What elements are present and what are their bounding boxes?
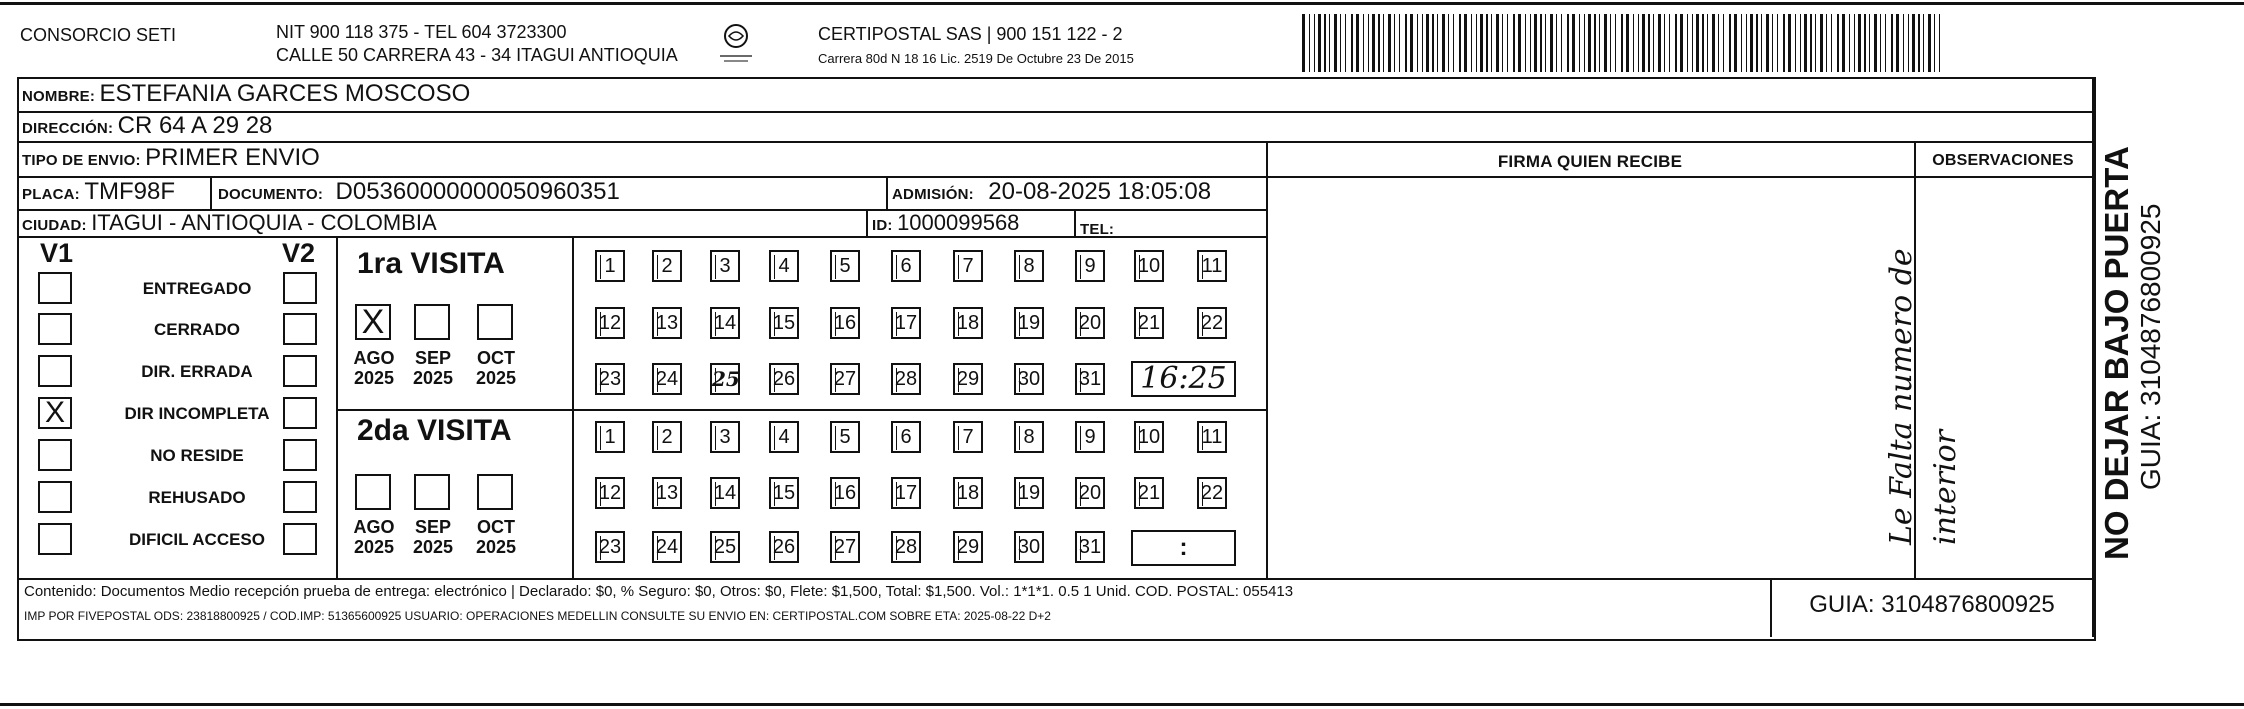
license-line: Carrera 80d N 18 16 Lic. 2519 De Octubre 23 De 2015 xyxy=(818,51,1134,66)
id-label: ID: xyxy=(872,217,893,234)
day-box[interactable]: 27 xyxy=(830,363,860,395)
barcode-bar xyxy=(1579,14,1580,72)
barcode-bar xyxy=(1394,14,1395,72)
nombre-field xyxy=(22,80,470,108)
barcode-bar xyxy=(1351,14,1353,72)
barcode-bar xyxy=(1815,14,1816,72)
month-year: 2025 xyxy=(353,368,395,388)
barcode-bar xyxy=(1766,14,1769,72)
barcode-bar xyxy=(1476,14,1477,72)
row-divider xyxy=(17,111,2094,113)
barcode-bar xyxy=(1459,14,1461,72)
barcode-bar xyxy=(1302,14,1305,72)
day-box[interactable]: 8 xyxy=(1014,250,1044,282)
barcode-bar xyxy=(1594,14,1596,72)
barcode-bar xyxy=(1540,14,1542,72)
row-divider xyxy=(1914,176,2094,178)
barcode-bar xyxy=(1707,14,1708,72)
visit1-title: 1ra VISITA xyxy=(357,247,505,280)
barcode-bar xyxy=(1896,14,1899,72)
barcode-bar xyxy=(1513,14,1515,72)
barcode-bar xyxy=(1746,14,1747,72)
month-name: OCT xyxy=(477,517,515,537)
day-box[interactable]: 9 xyxy=(1075,250,1105,282)
barcode-bar xyxy=(1561,14,1562,72)
side-guia: GUIA: 3104876800925 xyxy=(2135,203,2166,490)
day-box[interactable]: 20 xyxy=(1075,477,1105,509)
day-box[interactable]: 30 xyxy=(1014,531,1044,563)
month-name: OCT xyxy=(477,348,515,368)
barcode-bar xyxy=(1680,14,1683,72)
barcode-bar xyxy=(1464,14,1467,72)
day-box[interactable]: 8 xyxy=(1014,421,1044,453)
day-box[interactable]: 24 xyxy=(652,363,682,395)
day-box[interactable]: 17 xyxy=(891,477,921,509)
v2-checkbox[interactable] xyxy=(283,313,317,345)
imp-line: IMP POR FIVEPOSTAL ODS: 23818800925 / COD.IMP: 51365600925 USUARIO: OPERACIONES MEDELLIN CONSULTE SU ENVIO EN: CERTIPOSTAL.COM SOBRE ETA: 2025-08-22 D+2 xyxy=(24,609,1051,623)
barcode-bar xyxy=(1410,14,1413,72)
barcode-bar xyxy=(1702,14,1704,72)
v1-checkbox[interactable] xyxy=(38,439,72,471)
barcode-bar xyxy=(1712,14,1715,72)
barcode-bar xyxy=(1525,14,1526,72)
v2-checkbox[interactable] xyxy=(283,397,317,429)
day-box[interactable]: 16 xyxy=(830,307,860,339)
v1-checkbox[interactable] xyxy=(38,355,72,387)
barcode-bar xyxy=(1891,14,1893,72)
certipostal-line: CERTIPOSTAL SAS | 900 151 122 - 2 xyxy=(818,24,1123,44)
barcode-bar xyxy=(1761,14,1762,72)
status-label: CERRADO xyxy=(154,320,240,339)
v2-checkbox[interactable] xyxy=(283,439,317,471)
barcode-bar xyxy=(1626,14,1629,72)
barcode-bar xyxy=(1741,14,1742,72)
barcode-bar xyxy=(1599,14,1600,72)
month-checkbox[interactable] xyxy=(355,474,391,510)
barcode-bar xyxy=(1621,14,1623,72)
contenido-line: Contenido: Documentos Medio recepción prueba de entrega: electrónico | Declarado: $0, % Seguro: $0, Otros: $0, Flete: $1,500, Total: $1,500. Vol.: 1*1*1. 0.5 1 Unid. COD. POSTAL: 055413 xyxy=(24,583,1294,600)
day-box[interactable]: 5 xyxy=(830,250,860,282)
barcode-bar xyxy=(1345,14,1346,72)
day-box[interactable]: 2 xyxy=(652,421,682,453)
barcode-bar xyxy=(1692,14,1693,72)
v1-checkbox[interactable] xyxy=(38,481,72,513)
visit2-time-value: : xyxy=(1179,534,1188,561)
month-year: 2025 xyxy=(412,368,454,388)
day-box[interactable]: 19 xyxy=(1014,307,1044,339)
ciudad-field xyxy=(22,210,437,236)
barcode-bar xyxy=(1864,14,1866,72)
day-box[interactable]: 11 xyxy=(1197,421,1227,453)
direccion-value: CR 64 A 29 28 xyxy=(117,112,273,139)
barcode-bar xyxy=(1664,14,1665,72)
status-label: NO RESIDE xyxy=(150,446,244,465)
day-box[interactable]: 25 xyxy=(710,363,740,395)
day-box[interactable]: 5 xyxy=(830,421,860,453)
v1-label: V1 xyxy=(40,238,74,268)
barcode-bar xyxy=(1324,14,1326,72)
certipostal-logo xyxy=(716,20,756,68)
barcode-bar xyxy=(1934,14,1935,72)
barcode-bar xyxy=(1800,14,1801,72)
barcode-bar xyxy=(1507,14,1508,72)
ciudad-value: ITAGUI - ANTIOQUIA - COLOMBIA xyxy=(91,210,437,235)
bottom-rule xyxy=(0,703,2244,706)
day-box[interactable]: 27 xyxy=(830,531,860,563)
barcode-bar xyxy=(1687,14,1688,72)
month-year: 2025 xyxy=(475,537,517,557)
month-checkbox[interactable] xyxy=(477,304,513,340)
month-checkbox[interactable]: X xyxy=(355,304,391,340)
barcode-bar xyxy=(1309,14,1310,72)
observaciones-label: OBSERVACIONES xyxy=(1932,152,2074,169)
barcode-bar xyxy=(1399,14,1400,72)
day-box[interactable]: 17 xyxy=(891,307,921,339)
day-box[interactable]: 3 xyxy=(710,421,740,453)
barcode-bar xyxy=(1442,14,1445,72)
visit1-time-value: 16:25 xyxy=(1140,361,1227,396)
day-box[interactable]: 1 xyxy=(595,250,625,282)
barcode-bar xyxy=(1480,14,1483,72)
admision-field xyxy=(892,178,1211,206)
col-divider xyxy=(886,176,888,209)
barcode-bar xyxy=(1804,14,1807,72)
id-field xyxy=(872,210,1019,236)
no-dejar-bajo-puerta: NO DEJAR BAJO PUERTA xyxy=(2098,146,2135,560)
day-box[interactable]: 29 xyxy=(953,363,983,395)
month-checkbox[interactable] xyxy=(414,474,450,510)
barcode-bar xyxy=(1729,14,1731,72)
day-box[interactable]: 15 xyxy=(769,477,799,509)
status-label: ENTREGADO xyxy=(142,279,252,298)
barcode-bar xyxy=(1723,14,1724,72)
tel-label: TEL: xyxy=(1080,221,1115,238)
month-name: AGO xyxy=(353,517,395,537)
day-box[interactable]: 28 xyxy=(891,531,921,563)
barcode-bar xyxy=(1417,14,1418,72)
day-box[interactable]: 2 xyxy=(652,250,682,282)
barcode-bar xyxy=(1318,14,1321,72)
day-box[interactable]: 10 xyxy=(1134,421,1164,453)
day-box[interactable]: 28 xyxy=(891,363,921,395)
placa-field xyxy=(22,178,175,206)
documento-field xyxy=(218,178,620,206)
barcode-bar xyxy=(1502,14,1503,72)
visit2-time[interactable] xyxy=(1131,530,1236,566)
tipo-envio-field xyxy=(22,144,320,172)
barcode-bar xyxy=(1837,14,1839,72)
footer-guia: GUIA: 3104876800925 xyxy=(1809,591,2055,618)
barcode-bar xyxy=(1908,14,1909,72)
day-box[interactable]: 7 xyxy=(953,250,983,282)
barcode-bar xyxy=(1432,14,1434,72)
day-box[interactable]: 21 xyxy=(1134,307,1164,339)
day-box[interactable]: 3 xyxy=(710,250,740,282)
visit1-time[interactable] xyxy=(1131,361,1236,397)
v2-checkbox[interactable] xyxy=(283,355,317,387)
observaciones-handwritten: Le Falta numero de interior xyxy=(1884,248,1963,545)
v1-checkbox[interactable] xyxy=(38,523,72,555)
col-divider xyxy=(2092,77,2094,637)
barcode-bar xyxy=(1567,14,1569,72)
day-box[interactable]: 13 xyxy=(652,307,682,339)
barcode-bar xyxy=(1653,14,1654,72)
barcode-bar xyxy=(1858,14,1861,72)
day-box[interactable]: 26 xyxy=(769,531,799,563)
barcode-bar xyxy=(1486,14,1488,72)
month-checkbox[interactable] xyxy=(477,474,513,510)
day-box[interactable]: 18 xyxy=(953,307,983,339)
barcode-bar xyxy=(1448,14,1449,72)
barcode-bar xyxy=(1363,14,1364,72)
barcode-bar xyxy=(1471,14,1472,72)
barcode-bar xyxy=(1405,14,1407,72)
status-label: DIFICIL ACCESO xyxy=(128,530,265,549)
id-value: 1000099568 xyxy=(897,210,1020,235)
day-box[interactable]: 9 xyxy=(1075,421,1105,453)
barcode-bar xyxy=(1356,14,1359,72)
barcode-bar xyxy=(1756,14,1758,72)
day-box[interactable]: 18 xyxy=(953,477,983,509)
barcode-bar xyxy=(1750,14,1753,72)
status-label: REHUSADO xyxy=(148,488,246,507)
month-year: 2025 xyxy=(353,537,395,557)
documento-label: DOCUMENTO: xyxy=(218,186,324,203)
nombre-label: NOMBRE: xyxy=(22,88,96,105)
barcode-bar xyxy=(1788,14,1791,72)
day-box[interactable]: 12 xyxy=(595,307,625,339)
barcode-bar xyxy=(1588,14,1591,72)
barcode-bar xyxy=(1734,14,1737,72)
v2-checkbox[interactable] xyxy=(283,272,317,304)
barcode-bar xyxy=(1426,14,1429,72)
day-box[interactable]: 11 xyxy=(1197,250,1227,282)
day-box[interactable]: 23 xyxy=(595,363,625,395)
barcode-bar xyxy=(1491,14,1492,72)
day-box[interactable]: 20 xyxy=(1075,307,1105,339)
barcode xyxy=(1302,14,1944,72)
col-divider xyxy=(336,236,338,578)
day-box[interactable]: 22 xyxy=(1197,477,1227,509)
barcode-bar xyxy=(1810,14,1812,72)
barcode-bar xyxy=(1422,14,1423,72)
v2-checkbox[interactable] xyxy=(283,481,317,513)
day-box[interactable]: 6 xyxy=(891,421,921,453)
placa-label: PLACA: xyxy=(22,186,80,203)
day-box[interactable]: 14 xyxy=(710,307,740,339)
col-divider xyxy=(1074,209,1076,236)
barcode-bar xyxy=(1869,14,1870,72)
barcode-bar xyxy=(1849,14,1850,72)
visit-divider xyxy=(336,409,1266,411)
month-name: SEP xyxy=(414,348,452,368)
day-box[interactable]: 10 xyxy=(1134,250,1164,282)
v2-checkbox[interactable] xyxy=(283,523,317,555)
barcode-bar xyxy=(1518,14,1521,72)
month-checkbox[interactable] xyxy=(414,304,450,340)
barcode-bar xyxy=(1903,14,1904,72)
barcode-bar xyxy=(1874,14,1877,72)
month-name: SEP xyxy=(414,517,452,537)
month-name: AGO xyxy=(353,348,395,368)
barcode-bar xyxy=(1383,14,1384,72)
barcode-bar xyxy=(1772,14,1773,72)
barcode-bar xyxy=(1675,14,1677,72)
top-rule xyxy=(0,2,2244,5)
barcode-bar xyxy=(1604,14,1607,72)
month-year: 2025 xyxy=(475,368,517,388)
barcode-bar xyxy=(1831,14,1832,72)
barcode-bar xyxy=(1928,14,1931,72)
barcode-bar xyxy=(1842,14,1845,72)
barcode-bar xyxy=(1783,14,1785,72)
status-label: DIR INCOMPLETA xyxy=(124,404,270,423)
day-box[interactable]: 21 xyxy=(1134,477,1164,509)
day-box[interactable]: 7 xyxy=(953,421,983,453)
day-box[interactable]: 24 xyxy=(652,531,682,563)
day-box[interactable]: 1 xyxy=(595,421,625,453)
status-label: DIR. ERRADA xyxy=(141,362,253,381)
day-box[interactable]: 31 xyxy=(1075,363,1105,395)
ciudad-label: CIUDAD: xyxy=(22,217,87,234)
firma-label: FIRMA QUIEN RECIBE xyxy=(1497,152,1683,171)
admision-value: 20-08-2025 18:05:08 xyxy=(988,178,1212,205)
barcode-bar xyxy=(1918,14,1920,72)
barcode-bar xyxy=(1572,14,1575,72)
barcode-bar xyxy=(1496,14,1499,72)
barcode-bar xyxy=(1329,14,1330,72)
barcode-bar xyxy=(1777,14,1778,72)
col-divider xyxy=(866,209,868,236)
address-line: CALLE 50 CARRERA 43 - 34 ITAGUI ANTIOQUIA xyxy=(276,45,678,65)
month-year: 2025 xyxy=(412,537,454,557)
col-divider xyxy=(572,236,574,578)
barcode-bar xyxy=(1820,14,1823,72)
barcode-bar xyxy=(1880,14,1881,72)
barcode-bar xyxy=(1378,14,1380,72)
day-box[interactable]: 30 xyxy=(1014,363,1044,395)
day-box[interactable]: 13 xyxy=(652,477,682,509)
barcode-bar xyxy=(1939,14,1940,72)
barcode-bar xyxy=(1648,14,1650,72)
barcode-bar xyxy=(1795,14,1796,72)
tipo-envio-label: TIPO DE ENVIO: xyxy=(22,152,141,169)
barcode-bar xyxy=(1550,14,1553,72)
barcode-bar xyxy=(1534,14,1537,72)
barcode-bar xyxy=(1615,14,1616,72)
day-box[interactable]: 12 xyxy=(595,477,625,509)
barcode-bar xyxy=(1658,14,1661,72)
row-divider xyxy=(17,141,2094,143)
barcode-bar xyxy=(1826,14,1827,72)
barcode-bar xyxy=(1696,14,1699,72)
barcode-bar xyxy=(1556,14,1557,72)
nit-line: NIT 900 118 375 - TEL 604 3723300 xyxy=(276,22,567,42)
barcode-bar xyxy=(1545,14,1546,72)
admision-label: ADMISIÓN: xyxy=(892,186,974,203)
barcode-bar xyxy=(1854,14,1855,72)
barcode-bar xyxy=(1340,14,1341,72)
day-box[interactable]: 31 xyxy=(1075,531,1105,563)
barcode-bar xyxy=(1642,14,1645,72)
company-name: CONSORCIO SETI xyxy=(20,25,177,45)
direccion-label: DIRECCIÓN: xyxy=(22,120,114,137)
nombre-value: ESTEFANIA GARCES MOSCOSO xyxy=(99,80,471,107)
barcode-bar xyxy=(1638,14,1639,72)
barcode-bar xyxy=(1388,14,1391,72)
barcode-bar xyxy=(1669,14,1670,72)
day-box[interactable]: 19 xyxy=(1014,477,1044,509)
row-divider xyxy=(17,578,2094,580)
day-box[interactable]: 23 xyxy=(595,531,625,563)
day-box[interactable]: 14 xyxy=(710,477,740,509)
barcode-bar xyxy=(1912,14,1915,72)
v1-checkbox[interactable] xyxy=(38,313,72,345)
day-box[interactable]: 16 xyxy=(830,477,860,509)
barcode-bar xyxy=(1314,14,1315,72)
barcode-bar xyxy=(1718,14,1719,72)
barcode-bar xyxy=(1923,14,1924,72)
visit2-title: 2da VISITA xyxy=(357,414,512,447)
day-box[interactable]: 4 xyxy=(769,250,799,282)
documento-value: D05360000000050960351 xyxy=(335,178,620,205)
v1-checkbox[interactable]: X xyxy=(38,397,72,429)
barcode-bar xyxy=(1368,14,1369,72)
barcode-bar xyxy=(1437,14,1438,72)
barcode-bar xyxy=(1584,14,1585,72)
barcode-bar xyxy=(1372,14,1375,72)
barcode-bar xyxy=(1885,14,1886,72)
day-box[interactable]: 22 xyxy=(1197,307,1227,339)
tipo-envio-value: PRIMER ENVIO xyxy=(145,144,320,171)
barcode-bar xyxy=(1530,14,1531,72)
barcode-bar xyxy=(1334,14,1337,72)
col-divider xyxy=(1266,141,1268,579)
day-box[interactable]: 15 xyxy=(769,307,799,339)
barcode-bar xyxy=(1610,14,1611,72)
placa-value: TMF98F xyxy=(84,178,175,205)
day-box[interactable]: 6 xyxy=(891,250,921,282)
day-box[interactable]: 4 xyxy=(769,421,799,453)
day-box[interactable]: 26 xyxy=(769,363,799,395)
barcode-bar xyxy=(1453,14,1454,72)
tel-field xyxy=(1080,213,1114,241)
col-divider xyxy=(210,176,212,209)
day-box[interactable]: 29 xyxy=(953,531,983,563)
v1-checkbox[interactable] xyxy=(38,272,72,304)
direccion-field xyxy=(22,112,272,140)
day-box[interactable]: 25 xyxy=(710,531,740,563)
barcode-bar xyxy=(1633,14,1634,72)
v2-label: V2 xyxy=(282,238,316,268)
